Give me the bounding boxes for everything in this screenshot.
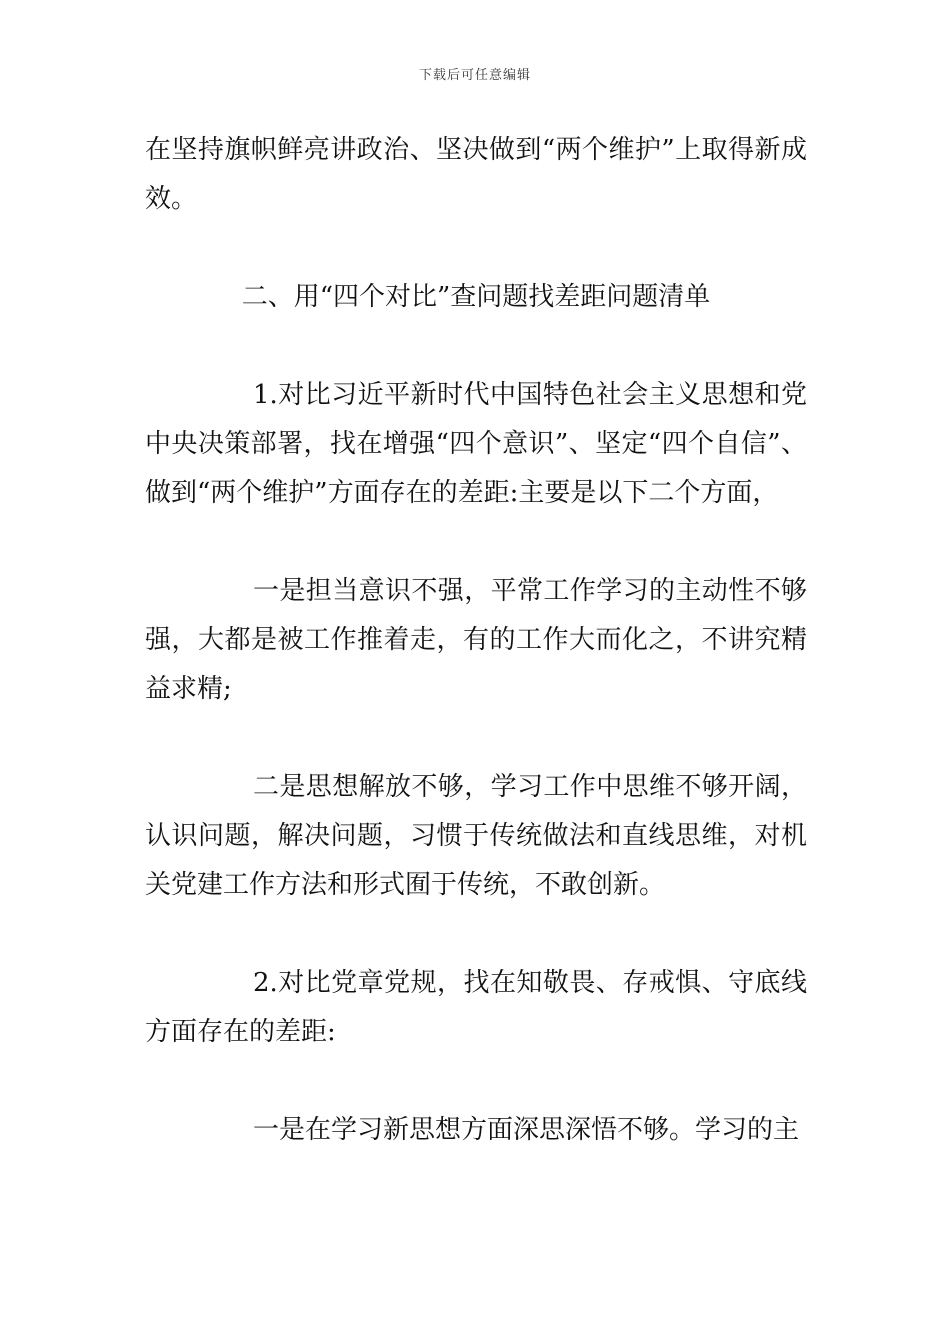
- section-heading: 二、用“四个对比”查问题找差距问题清单: [241, 282, 711, 312]
- paragraph-item-1: 1.对比习近平新时代中国特色社会主义思想和党中央决策部署，找在增强“四个意识”、坚定“四个自信”、做到“两个维护”方面存在的差距:主要是以下二个方面，: [145, 380, 807, 508]
- paragraph-point-1: 一是担当意识不强，平常工作学习的主动性不够强，大都是被工作推着走，有的工作大而化之，不讲究精益求精;: [145, 576, 807, 704]
- paragraph-point-3: 一是在学习新思想方面深思深悟不够。学习的主: [253, 1115, 800, 1145]
- paragraph-item-2: 2.对比党章党规，找在知敬畏、存戒惧、守底线方面存在的差距:: [145, 968, 807, 1047]
- document-body: [145, 126, 807, 1204]
- paragraph-continuation: 在坚持旗帜鲜亮讲政治、坚决做到“两个维护”上取得新成效。: [145, 135, 807, 214]
- page-header-note: 下载后可任意编辑: [418, 68, 531, 83]
- paragraph-point-2: 二是思想解放不够，学习工作中思维不够开阔，认识问题，解决问题，习惯于传统做法和直线思维，对机关党建工作方法和形式囿于传统，不敢创新。: [145, 772, 807, 900]
